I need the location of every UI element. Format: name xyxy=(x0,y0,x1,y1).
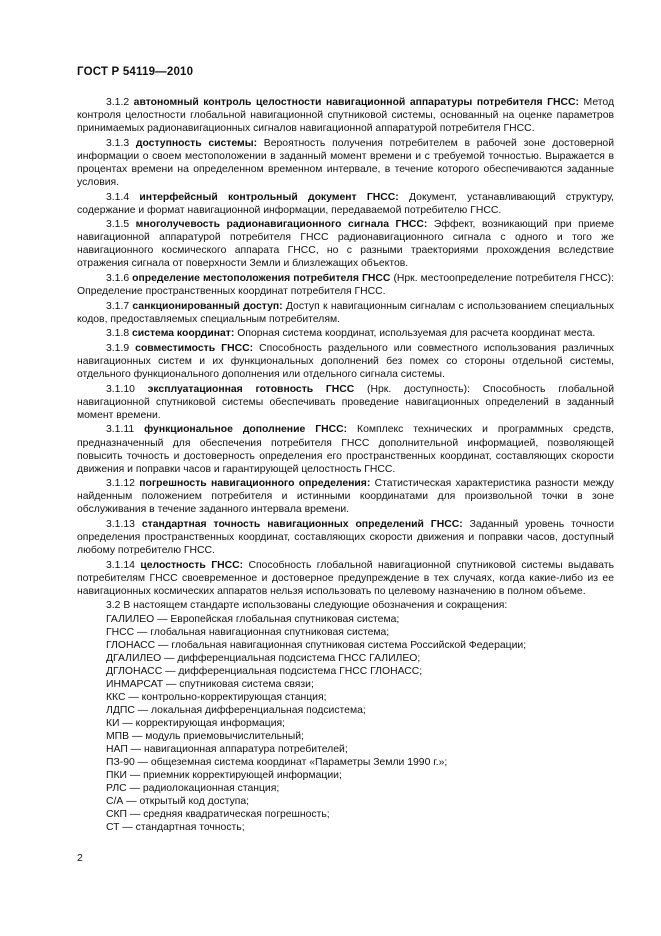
definition-number: 3.1.9 xyxy=(106,343,130,354)
abbreviation-item: ЛДПС — локальная дифференциальная подсистема; xyxy=(106,704,366,716)
abbreviation-item: ПКИ — приемник корректирующей информации; xyxy=(106,770,342,782)
definition-paragraph xyxy=(77,477,614,516)
definition-term: целостность ГНСС: xyxy=(140,559,244,571)
abbreviation-item: ДГЛОНАСС — дифференциальная подсистема ГНСС ГЛОНАСС; xyxy=(106,665,423,677)
definition-paragraph xyxy=(77,218,614,270)
definition-number: 3.1.12 xyxy=(106,478,135,490)
definition-paragraph xyxy=(77,300,614,326)
abbreviation-item: ИНМАРСАТ — спутниковая система связи; xyxy=(106,678,314,690)
definition-number: 3.1.11 xyxy=(106,424,135,436)
definition-paragraph xyxy=(77,383,614,422)
definition-number: 3.1.10 xyxy=(106,383,135,395)
definition-number: 3.1.3 xyxy=(106,137,130,149)
document-body xyxy=(77,96,614,834)
definition-text: Способность раздельного или совместного использования различных навигационных систем и их функциональных дополнений без помех со стороны отдельной системы, отдельного функционального дополнения или отдельного сигнала системы. xyxy=(77,343,615,381)
abbreviation-item: ГЛОНАСС — глобальная навигационная спутниковая система Российской Федерации; xyxy=(106,639,527,651)
abbreviations-list xyxy=(77,613,614,835)
definition-term: стандартная точность навигационных определений ГНСС: xyxy=(141,518,463,530)
definition-text: Доступ к навигационным сигналам с использованием специальных кодов, предоставляемых специальным потребителям. xyxy=(77,300,614,325)
definition-paragraph xyxy=(77,423,614,475)
definition-term: определение местоположения потребителя ГНСС xyxy=(132,272,391,284)
definition-number: 3.1.5 xyxy=(106,219,130,231)
definition-term: интерфейсный контрольный документ ГНСС: xyxy=(139,191,399,203)
definition-text: Документ, устанавливающий структуру, содержание и формат навигационной информации, передаваемой потребителю ГНСС. xyxy=(77,191,614,216)
definition-text: (Нрк. доступность): Способность глобальной навигационной спутниковой системы обеспечивать проведение навигационных определений в заданный момент времени. xyxy=(77,383,615,421)
abbreviation-item: МПВ — модуль приемовычислительный; xyxy=(106,730,304,742)
abbreviation-item: СТ — стандартная точность; xyxy=(106,822,245,834)
abbreviation-item: ГНСС — глобальная навигационная спутниковая система; xyxy=(106,626,390,638)
abbreviation-item: НАП — навигационная аппаратура потребителей; xyxy=(106,743,348,755)
page-number: 2 xyxy=(77,852,83,864)
abbreviation-item: КИ — корректирующая информация; xyxy=(106,717,286,729)
definition-paragraph xyxy=(77,96,614,135)
definition-term: система координат: xyxy=(132,328,235,340)
definition-number: 3.1.13 xyxy=(106,518,135,530)
definition-text: Опорная система координат, используемая для расчета координат места. xyxy=(237,328,596,340)
document-header: ГОСТ Р 54119—2010 xyxy=(77,66,194,78)
definition-text: Эффект, возникающий при приеме навигационной аппаратурой потребителя ГНСС радионавигационного сигнала с одного и того же навигационного космического аппарата ГНСС, но с разными траекториями прохождения вследствие отражения сигнала от поверхности Земли и близлежащих объектов. xyxy=(77,219,615,270)
abbreviation-item: ПЗ-90 — общеземная система координат «Параметры Земли 1990 г.»; xyxy=(106,757,448,769)
definition-term: совместимость ГНСС: xyxy=(135,343,254,354)
definition-text: Способность глобальной навигационной спутниковой системы выдавать потребителям ГНСС своевременное и достоверное предупреждение в тех случаях, когда какие-либо из ее навигационных космических аппаратов нельзя использовать по целевому назначению в полном объеме. xyxy=(77,559,615,597)
definitions-section xyxy=(77,96,614,598)
definition-text: Метод контроля целостности глобальной навигационной спутниковой системы, основанный на оценке параметров принимаемых радионавигационных сигналов навигационной аппаратурой потребителя ГНСС. xyxy=(77,97,615,135)
definition-number: 3.1.2 xyxy=(106,97,130,108)
definition-term: многолучевость радионавигационного сигнала ГНСС: xyxy=(135,219,428,231)
abbreviation-item: ДГАЛИЛЕО — дифференциальная подсистема ГНСС ГАЛИЛЕО; xyxy=(106,652,421,664)
definition-term: санкционированный доступ: xyxy=(132,300,283,312)
definition-term: функциональное дополнение ГНСС: xyxy=(144,424,348,436)
definition-paragraph xyxy=(77,191,614,217)
definition-number: 3.1.6 xyxy=(106,272,130,284)
definition-number: 3.1.14 xyxy=(106,559,135,571)
abbreviations-intro: 3.2 В настоящем стандарте использованы следующие обозначения и сокращения: xyxy=(106,600,508,612)
definition-term: эксплуатационная готовность ГНСС xyxy=(147,383,355,395)
definition-text: Комплекс технических и программных средств, предназначенный для обеспечения потребителя ГНСС дополнительной информацией, позволяющей повысить точность и достоверность определения его пространственных координат, составляющих скорости движения и поправки часов и гарантирующей целостность ГНСС. xyxy=(77,424,615,475)
definition-term: доступность системы: xyxy=(135,137,258,149)
definition-text: Заданный уровень точности определения пространственных координат, составляющих скорости движения и поправки часов, доступный любому потребителю ГНСС. xyxy=(77,518,615,557)
definition-paragraph xyxy=(77,518,614,557)
definition-paragraph xyxy=(77,327,614,340)
abbreviation-item: ККС — контрольно-корректирующая станция; xyxy=(106,691,327,703)
definition-term: погрешность навигационного определения: xyxy=(139,478,371,490)
definition-text: Вероятность получения потребителем в рабочей зоне достоверной информации о своем местоположении в заданный момент времени и с требуемой точностью. Выражается в процентах времени на определенном временном интервале, в течение которого обеспечиваются заданные условия. xyxy=(77,137,615,188)
abbreviation-item: ГАЛИЛЕО — Европейская глобальная спутниковая система; xyxy=(106,613,400,625)
definition-number: 3.1.7 xyxy=(106,300,130,312)
abbreviation-item: РЛС — радиолокационная станция; xyxy=(106,783,280,795)
abbreviation-item: С/А — открытый код доступа; xyxy=(106,796,250,808)
definition-text: (Нрк. местоопределение потребителя ГНСС): Определение пространственных координат потребителя ГНСС. xyxy=(77,272,615,298)
abbreviation-item: СКП — средняя квадратическая погрешность; xyxy=(106,809,330,821)
definition-number: 3.1.4 xyxy=(106,191,130,203)
definition-term: автономный контроль целостности навигационной аппаратуры потребителя ГНСС: xyxy=(133,97,579,108)
definition-paragraph xyxy=(77,137,614,189)
definition-number: 3.1.8 xyxy=(106,328,130,340)
definition-text: Статистическая характеристика разности между найденным положением потребителя и истинными координатами для произвольной точки в зоне обслуживания в течение заданного интервала времени. xyxy=(77,478,615,516)
definition-paragraph xyxy=(77,272,614,298)
definition-paragraph xyxy=(77,342,614,381)
definition-paragraph xyxy=(77,559,614,598)
